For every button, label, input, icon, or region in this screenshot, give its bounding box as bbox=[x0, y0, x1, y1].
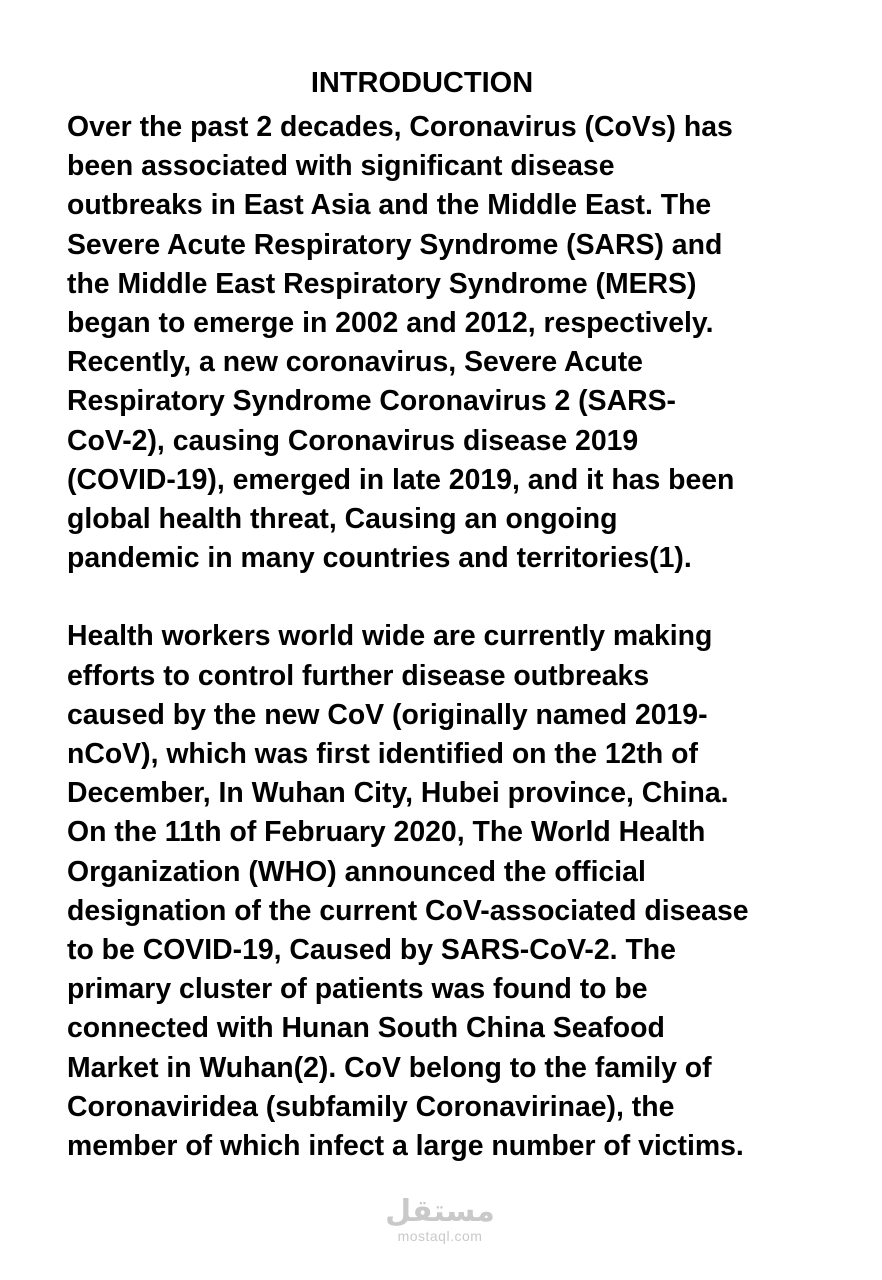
text-line: began to emerge in 2002 and 2012, respectively. bbox=[67, 306, 714, 339]
text-line: Organization (WHO) announced the official bbox=[67, 855, 646, 888]
text-line: Respiratory Syndrome Coronavirus 2 (SARS- bbox=[67, 385, 676, 418]
text-line: nCoV), which was first identified on the 12th of bbox=[67, 738, 698, 770]
text-line: primary cluster of patients was found to be bbox=[67, 973, 648, 1006]
text-line: December, In Wuhan City, Hubei province, China. bbox=[67, 777, 729, 810]
text-line: Health workers world wide are currently making bbox=[67, 620, 713, 653]
text-line: outbreaks in East Asia and the Middle East. The bbox=[67, 189, 712, 222]
text-line: Coronaviridea (subfamily Coronavirinae), the bbox=[67, 1090, 675, 1123]
text-line: designation of the current CoV-associated disease bbox=[67, 894, 749, 927]
text-line: to be COVID-19, Caused by SARS-CoV-2. The bbox=[67, 933, 676, 966]
document-body bbox=[67, 108, 857, 1166]
watermark-logo: مستقل bbox=[385, 1194, 495, 1229]
document-title: INTRODUCTION bbox=[310, 67, 534, 99]
text-line: (COVID-19), emerged in late 2019, and it has been bbox=[67, 463, 735, 496]
text-line: pandemic in many countries and territories(1). bbox=[67, 542, 692, 575]
text-line: global health threat, Causing an ongoing bbox=[67, 502, 618, 535]
watermark bbox=[370, 1196, 510, 1244]
text-line: efforts to control further disease outbreaks bbox=[67, 659, 650, 692]
text-line: CoV-2), causing Coronavirus disease 2019 bbox=[67, 424, 639, 457]
paragraph-1 bbox=[67, 108, 857, 578]
text-line: Severe Acute Respiratory Syndrome (SARS) and bbox=[67, 228, 723, 261]
text-line: On the 11th of February 2020, The World Health bbox=[67, 816, 706, 849]
paragraph-2 bbox=[67, 617, 857, 1166]
text-line: Market in Wuhan(2). CoV belong to the family of bbox=[67, 1051, 712, 1084]
paragraph-gap bbox=[67, 578, 857, 617]
text-line: caused by the new CoV (originally named 2019- bbox=[67, 698, 708, 731]
text-line: connected with Hunan South China Seafood bbox=[67, 1012, 665, 1045]
text-line: member of which infect a large number of victims. bbox=[67, 1129, 744, 1162]
watermark-url: mostaql.com bbox=[397, 1228, 483, 1244]
text-line: the Middle East Respiratory Syndrome (MERS) bbox=[67, 267, 697, 300]
text-line: Recently, a new coronavirus, Severe Acute bbox=[67, 346, 643, 379]
text-line: been associated with significant disease bbox=[67, 150, 615, 183]
text-line: Over the past 2 decades, Coronavirus (CoVs) has bbox=[67, 111, 733, 143]
